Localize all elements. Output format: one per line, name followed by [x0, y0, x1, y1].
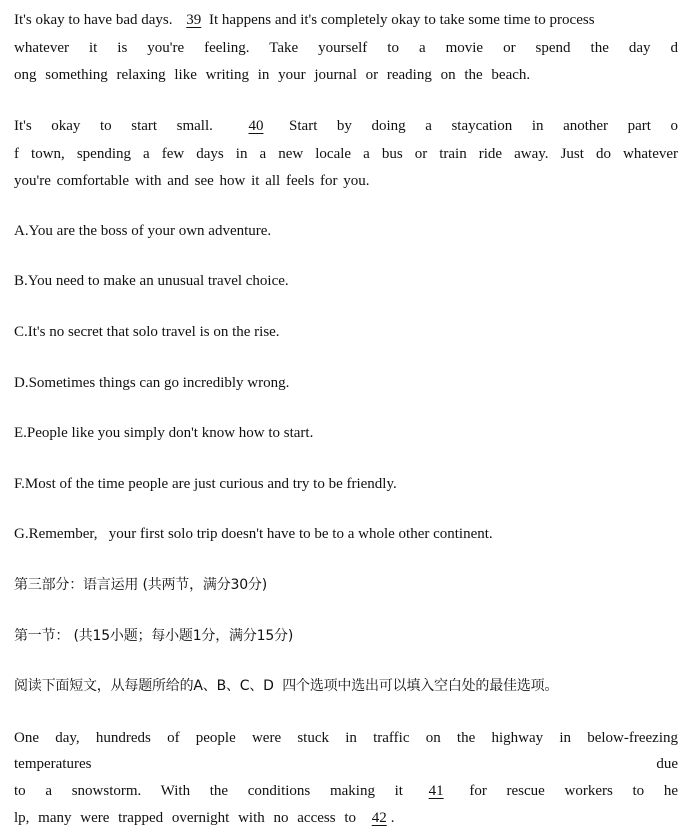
option-e: E.People like you simply don't know how to start. [14, 425, 314, 441]
blank-41[interactable]: 41 [428, 783, 444, 799]
passage2-line3 [14, 171, 678, 191]
blank-42[interactable]: 42 [371, 810, 387, 826]
passage3-line3 [14, 781, 678, 801]
text: ong something relaxing like writing in your journal or reading on the beach. [14, 67, 531, 83]
blank-40[interactable]: 40 [248, 118, 264, 134]
text: It's okay to have bad days. [14, 12, 173, 28]
blank-39[interactable]: 39 [186, 12, 202, 28]
option-b: B.You need to make an unusual travel choice. [14, 273, 289, 289]
passage3-line4 [14, 808, 678, 828]
option-a: A.You are the boss of your own adventure. [14, 223, 272, 239]
text: due [656, 756, 678, 772]
text: temperatures [14, 756, 92, 772]
text: . [390, 810, 395, 826]
passage2-line2: f town, spending a few days in a new locale a bus or train ride away. Just do whatever [14, 146, 678, 162]
text: lp, many were trapped overnight with no access to [14, 810, 356, 826]
section-subheading: 第一节： (共15小题；每小题1分，满分15分) [14, 628, 294, 644]
text: you're comfortable with and see how it all feels for you. [14, 173, 370, 189]
text: for rescue workers to he [469, 783, 679, 799]
section-heading: 第三部分：语言运用 (共两节，满分30分) [14, 577, 267, 593]
section-instruction: 阅读下面短文，从每题所给的A、B、C、D 四个选项中选出可以填入空白处的最佳选项。 [14, 678, 559, 694]
passage1-line2: whatever it is you're feeling. Take yourself to a movie or spend the day d [14, 40, 678, 56]
text: to a snowstorm. With the conditions making it [14, 783, 403, 799]
text: It's okay to start small. [14, 118, 213, 134]
passage3-line2 [14, 754, 678, 774]
option-g: G.Remember, your first solo trip doesn't have to be to a whole other continent. [14, 526, 493, 542]
option-f: F.Most of the time people are just curious and try to be friendly. [14, 476, 397, 492]
passage2-line1 [14, 116, 678, 136]
text: Start by doing a staycation in another part o [289, 118, 679, 134]
passage3-line1: One day, hundreds of people were stuck in traffic on the highway in below-freezing [14, 730, 678, 746]
option-d: D.Sometimes things can go incredibly wrong. [14, 375, 290, 391]
option-c: C.It's no secret that solo travel is on the rise. [14, 324, 280, 340]
passage1-line3 [14, 65, 678, 85]
passage1-line1 [14, 10, 678, 30]
text: It happens and it's completely okay to take some time to process [209, 12, 595, 28]
